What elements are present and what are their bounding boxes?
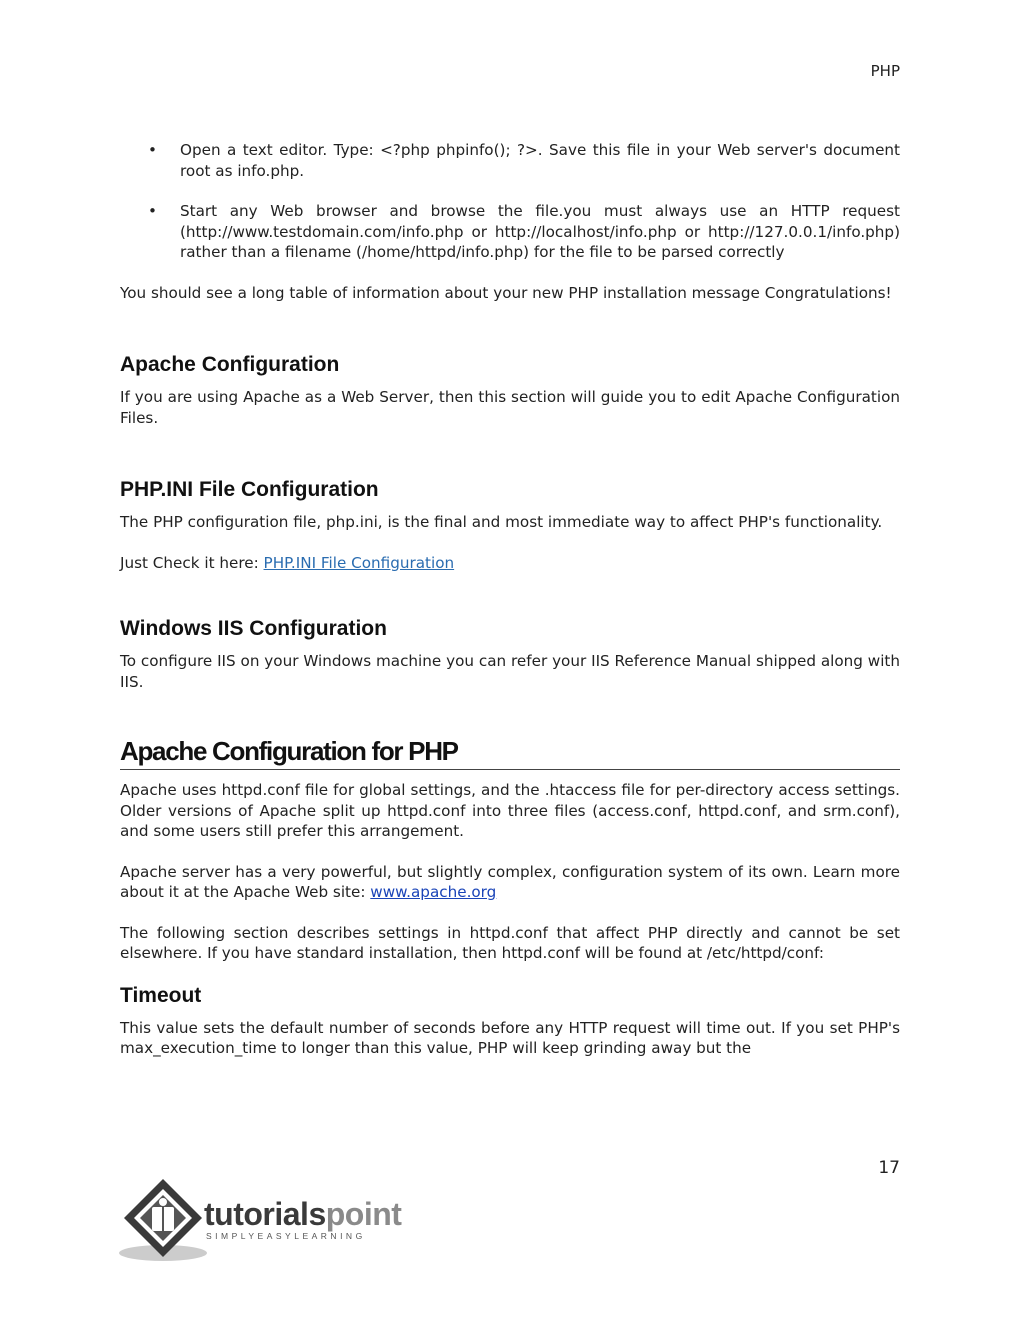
svg-text:SIMPLYEASYLEARNING: SIMPLYEASYLEARNING (206, 1231, 366, 1241)
section-paragraph-1: Apache uses httpd.conf file for global settings, and the .htaccess file for per-directory access settings. Older versions of Apache split up httpd.conf into three files (access.conf, httpd.conf, and srm.conf), and some users still prefer this arrangement. (120, 781, 900, 840)
page-content (120, 140, 900, 1059)
timeout-paragraph: This value sets the default number of seconds before any HTTP request will time out. If you set PHP's max_execution_time to longer than this value, PHP will keep grinding away but the (120, 1018, 900, 1057)
list-item: • Start any Web browser and browse the file.you must always use an HTTP request (http://www.testdomain.com/info.php or http://localhost/info.php or http://127.0.0.1/info.php) rather than a filename (/home/httpd/info.php) for the file to be parsed correctly (120, 201, 900, 263)
phpini-paragraph: The PHP configuration file, php.ini, is the final and most immediate way to affect PHP's functionality. (120, 513, 883, 531)
running-header: PHP (870, 62, 900, 80)
section-paragraph-2-text: Apache server has a very powerful, but slightly complex, configuration system of its own. Learn more about it at the Apache Web site: (120, 862, 900, 901)
apache-link[interactable]: www.apache.org (370, 883, 497, 901)
svg-text:tutorialspoint: tutorialspoint (204, 1196, 402, 1232)
phpini-check-line (120, 553, 900, 574)
list-item: • Open a text editor. Type: <?php phpinfo(); ?>. Save this file in your Web server's document root as info.php. (120, 140, 900, 181)
phpini-link[interactable]: PHP.INI File Configuration (263, 553, 455, 572)
page-number: 17 (878, 1158, 900, 1178)
bullet-list (120, 140, 900, 263)
section-title: Apache Configuration for PHP (120, 736, 900, 770)
apache-config-heading: Apache Configuration (120, 353, 340, 376)
section-paragraph-3: The following section describes settings in httpd.conf that affect PHP directly and cannot be set elsewhere. If you have standard installation, then httpd.conf will be found at /etc/httpd/conf: (120, 923, 900, 962)
tutorialspoint-logo (118, 1175, 418, 1265)
apache-config-paragraph: If you are using Apache as a Web Server, then this section will guide you to edit Apache Configuration Files. (120, 388, 900, 427)
check-prefix: Just Check it here: (120, 553, 264, 572)
intro-paragraph: You should see a long table of information about your new PHP installation message Congratulations! (120, 283, 892, 302)
iis-heading: Windows IIS Configuration (120, 617, 387, 640)
iis-paragraph: To configure IIS on your Windows machine you can refer your IIS Reference Manual shipped along with IIS. (120, 652, 900, 691)
section-paragraph-2 (120, 862, 900, 903)
timeout-heading: Timeout (120, 983, 202, 1007)
phpini-heading: PHP.INI File Configuration (120, 478, 379, 501)
